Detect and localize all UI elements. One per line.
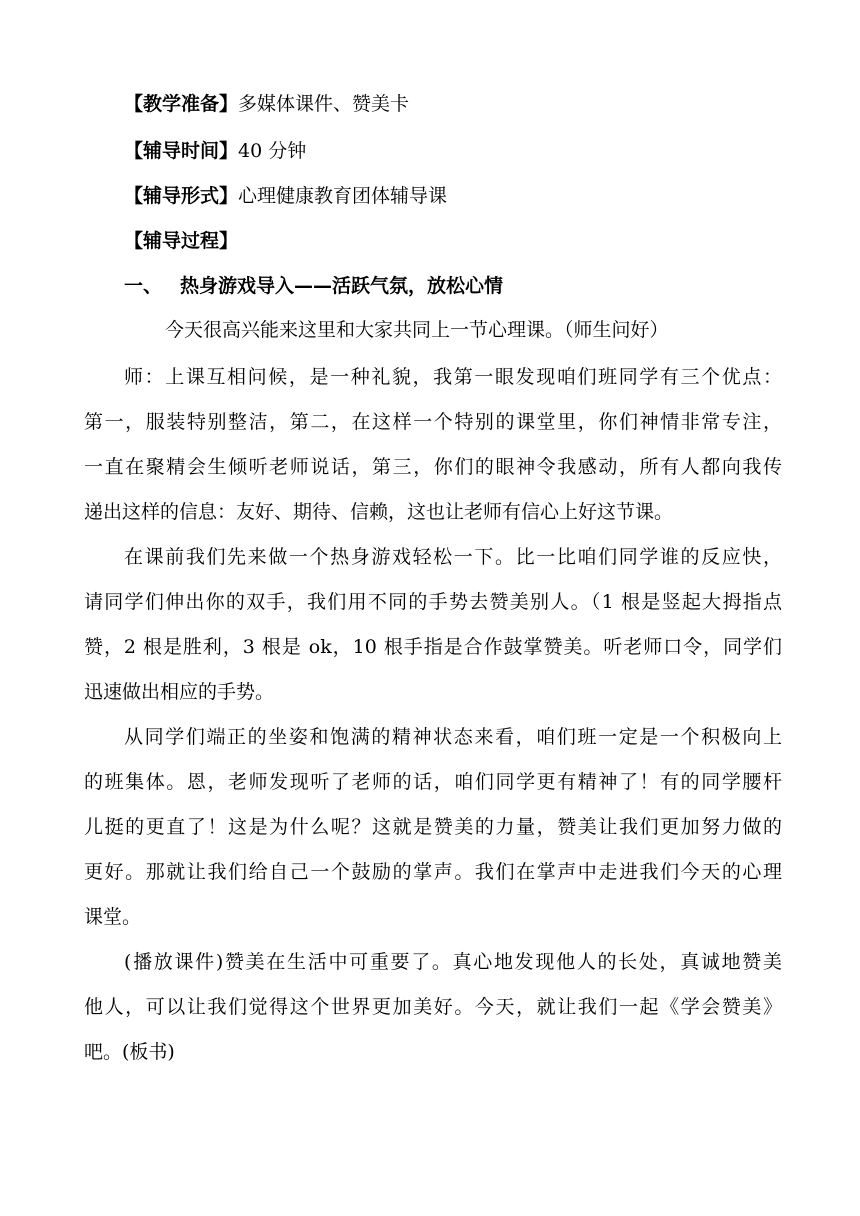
guidance-form-label: 【辅导形式】 [124, 185, 239, 207]
guidance-time-label: 【辅导时间】 [124, 140, 239, 162]
paragraph-line: 儿挺的更直了！这是为什么呢？这就是赞美的力量，赞美让我们更加努力做的 [84, 816, 782, 838]
guidance-process-label: 【辅导过程】 [124, 230, 239, 252]
paragraph-line: 第一，服装特别整洁，第二，在这样一个特别的课堂里，你们神情非常专注， [84, 411, 782, 433]
guidance-time-value: 40 分钟 [238, 140, 307, 162]
section-heading [124, 274, 824, 298]
guidance-process-line [124, 229, 824, 253]
teaching-prep-value: 多媒体课件、赞美卡 [238, 93, 410, 115]
paragraph-line: 递出这样的信息：友好、期待、信赖，这也让老师有信心上好这节课。 [84, 501, 674, 523]
paragraph-line: 的班集体。恩，老师发现听了老师的话，咱们同学更有精神了！有的同学腰杆 [84, 771, 782, 793]
guidance-time-line [124, 139, 824, 163]
paragraph-line: 在课前我们先来做一个热身游戏轻松一下。比一比咱们同学谁的反应快， [124, 546, 782, 568]
paragraph-line: 赞，2 根是胜利，3 根是 ok，10 根手指是合作鼓掌赞美。听老师口令，同学们 [84, 636, 782, 658]
paragraph-line: 师：上课互相问候，是一种礼貌，我第一眼发现咱们班同学有三个优点： [124, 366, 782, 388]
section-title: 热身游戏导入——活跃气氛，放松心情 [180, 275, 504, 297]
teaching-prep-line [124, 92, 824, 116]
paragraph-line: 一直在聚精会生倾听老师说话，第三，你们的眼神令我感动，所有人都向我传 [84, 456, 782, 478]
section-number: 一、 [124, 275, 163, 297]
paragraph-line: 迅速做出相应的手势。 [84, 681, 275, 703]
paragraph-line: 课堂。 [84, 906, 142, 928]
paragraph-line: 请同学们伸出你的双手，我们用不同的手势去赞美别人。（1 根是竖起大拇指点 [84, 591, 782, 613]
paragraph-line: 吧。(板书) [84, 1041, 175, 1063]
paragraph-line: (播放课件)赞美在生活中可重要了。真心地发现他人的长处，真诚地赞美 [124, 951, 782, 973]
paragraph-line: 从同学们端正的坐姿和饱满的精神状态来看，咱们班一定是一个积极向上 [124, 726, 782, 748]
teaching-prep-label: 【教学准备】 [124, 93, 239, 115]
paragraph-line: 他人，可以让我们觉得这个世界更加美好。今天，就让我们一起《学会赞美》 [84, 996, 782, 1018]
paragraph-line: 更好。那就让我们给自己一个鼓励的掌声。我们在掌声中走进我们今天的心理 [84, 861, 782, 883]
guidance-form-line [124, 184, 824, 208]
paragraph-line: 今天很高兴能来这里和大家共同上一节心理课。（师生问好） [165, 319, 669, 341]
guidance-form-value: 心理健康教育团体辅导课 [238, 185, 448, 207]
